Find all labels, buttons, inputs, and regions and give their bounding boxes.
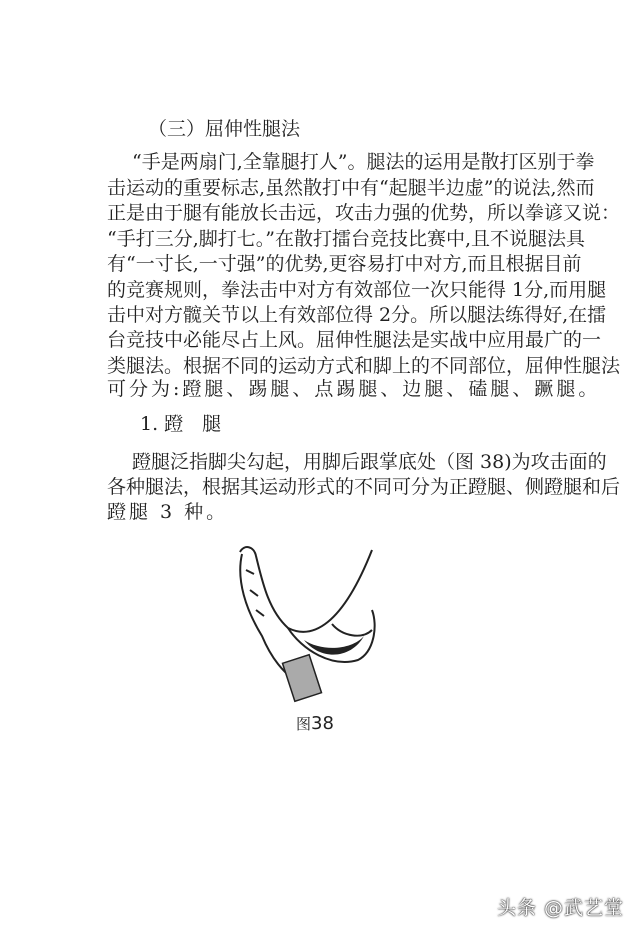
text-line: 有“一寸长,一寸强”的优势,更容易打中对方,而且根据目前	[107, 253, 582, 275]
foot-illustration	[232, 540, 392, 710]
section-heading: （三）屈伸性腿法	[148, 118, 301, 140]
text-line: 蹬腿泛指脚尖勾起，用脚后跟掌底处（图 38)为攻击面的	[132, 451, 607, 473]
figure-caption	[296, 713, 334, 734]
heel-strike-area	[283, 655, 322, 702]
text-line: 可分为:蹬腿、踢腿、点踢腿、边腿、磕腿、蹶腿。	[107, 378, 601, 400]
text-line: 各种腿法，根据其运动形式的不同可分为正蹬腿、侧蹬腿和后	[107, 476, 621, 498]
text-line: 台竞技中必能尽占上风。屈伸性腿法是实战中应用最广的一	[107, 329, 602, 351]
text-line: 击中对方髋关节以上有效部位得 2分。所以腿法练得好,在擂	[107, 304, 607, 326]
text-line: 正是由于腿有能放长击远，攻击力强的优势，所以拳谚又说：	[107, 202, 621, 224]
text-line: 的竞赛规则，拳法击中对方有效部位一次只能得 1分,而用腿	[107, 279, 607, 301]
text-line: 类腿法。根据不同的运动方式和脚上的不同部位，屈伸性腿法	[107, 355, 621, 377]
subheading: 1. 蹬 腿	[140, 413, 222, 435]
figure-number: 38	[311, 713, 334, 734]
text-line: 蹬腿 3 种。	[107, 501, 229, 523]
figure-prefix: 图	[296, 715, 312, 733]
text-line: “手打三分,脚打七。”在散打擂台竞技比赛中,且不说腿法具	[107, 228, 586, 250]
text-line: “手是两扇门,全靠腿打人”。腿法的运用是散打区别于拳	[132, 151, 595, 173]
watermark: 头条 @武艺堂	[496, 897, 624, 919]
text-line: 击运动的重要标志,虽然散打中有“起腿半边虚”的说法,然而	[107, 177, 595, 199]
